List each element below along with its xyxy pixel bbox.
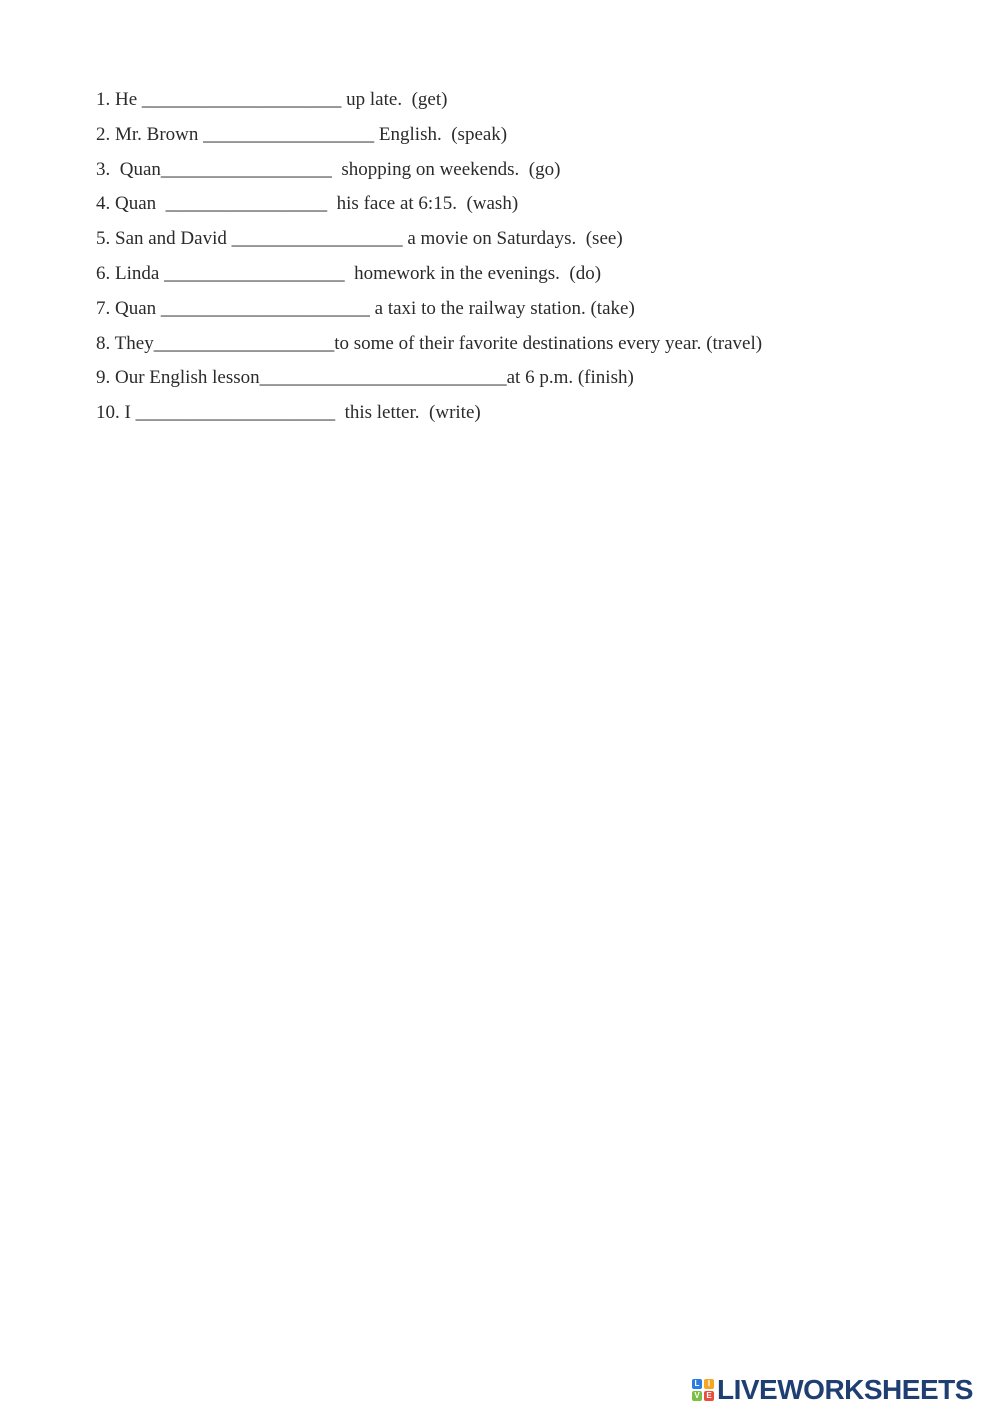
logo-squares-icon [692, 1379, 714, 1401]
exercise-item-3 [96, 156, 976, 191]
verb-hint: (write) [429, 402, 481, 424]
worksheet-exercises [96, 86, 976, 434]
exercise-subject: Mr. Brown [115, 123, 199, 145]
exercise-number: 7. [96, 297, 111, 319]
exercise-number: 6. [96, 262, 111, 284]
answer-blank[interactable]: __________________ [203, 123, 375, 145]
exercise-item-7 [96, 295, 976, 330]
answer-blank[interactable]: ______________________ [160, 297, 370, 319]
answer-blank[interactable]: _________________ [165, 193, 328, 215]
liveworksheets-logo [692, 1374, 973, 1406]
answer-blank[interactable]: ___________________ [164, 262, 345, 284]
exercise-subject: Our English lesson [115, 367, 260, 389]
exercise-item-10 [96, 399, 976, 434]
exercise-subject: Quan [115, 193, 157, 215]
exercise-rest: English. [378, 123, 442, 145]
exercise-rest: homework in the evenings. [354, 262, 560, 284]
verb-hint: (get) [411, 89, 448, 110]
exercise-item-1 [96, 86, 976, 121]
answer-blank[interactable]: __________________________ [259, 367, 507, 389]
exercise-rest: this letter. [344, 402, 420, 424]
verb-hint: (travel) [706, 332, 763, 354]
verb-hint: (speak) [451, 123, 508, 145]
exercise-number: 9. [96, 367, 111, 389]
exercise-item-2 [96, 121, 976, 156]
answer-blank[interactable]: __________________ [160, 158, 332, 180]
logo-square: V [692, 1391, 702, 1401]
exercise-item-4 [96, 190, 976, 225]
answer-blank[interactable]: _____________________ [135, 402, 336, 424]
verb-hint: (wash) [466, 193, 519, 215]
exercise-subject: They [114, 332, 154, 354]
logo-square: E [704, 1391, 714, 1401]
exercise-number: 10. [96, 402, 120, 424]
exercise-item-8 [96, 330, 976, 365]
verb-hint: (do) [569, 262, 602, 284]
exercise-subject: He [115, 89, 138, 110]
exercise-number: 4. [96, 193, 111, 215]
exercise-item-6 [96, 260, 976, 295]
verb-hint: (finish) [577, 367, 634, 389]
verb-hint: (take) [590, 297, 635, 319]
exercise-number: 5. [96, 228, 111, 250]
exercise-subject: Quan [115, 297, 157, 319]
exercise-item-9 [96, 364, 976, 399]
exercise-number: 1. [96, 89, 111, 110]
exercise-subject: Linda [115, 262, 160, 284]
exercise-number: 2. [96, 123, 111, 145]
exercise-rest: up late. [346, 89, 403, 110]
answer-blank[interactable]: __________________ [231, 228, 403, 250]
verb-hint: (see) [585, 228, 623, 250]
exercise-subject: San and David [115, 228, 227, 250]
exercise-rest: his face at 6:15. [336, 193, 457, 215]
exercise-rest: at 6 p.m. [506, 367, 574, 389]
answer-blank[interactable]: _____________________ [141, 89, 342, 110]
exercise-rest: to some of their favorite destinations every year. [334, 332, 702, 354]
exercise-rest: shopping on weekends. [341, 158, 520, 180]
exercise-subject: Quan [119, 158, 161, 180]
logo-text: LIVEWORKSHEETS [717, 1374, 973, 1405]
exercise-number: 3. [96, 158, 111, 180]
logo-square: I [704, 1379, 714, 1389]
exercise-rest: a taxi to the railway station. [374, 297, 586, 319]
exercise-subject: I [124, 402, 131, 424]
verb-hint: (go) [528, 158, 561, 180]
logo-square: L [692, 1379, 702, 1389]
exercise-number: 8. [96, 332, 111, 354]
answer-blank[interactable]: ___________________ [153, 332, 335, 354]
exercise-item-5 [96, 225, 976, 260]
exercise-rest: a movie on Saturdays. [407, 228, 577, 250]
